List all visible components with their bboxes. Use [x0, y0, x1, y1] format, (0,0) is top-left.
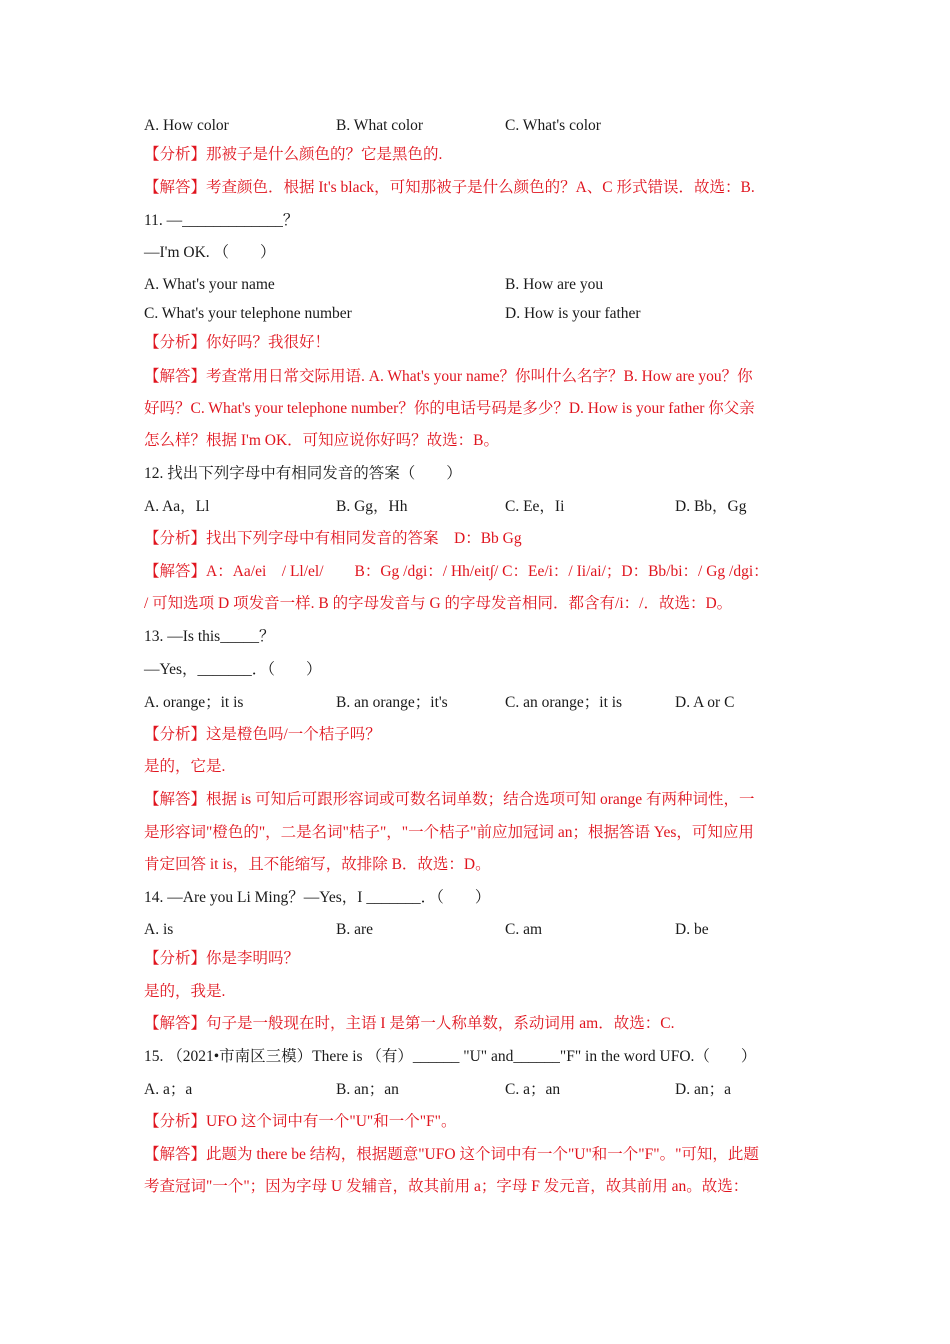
q13-answer-line: 【解答】根据 is 可知后可跟形容词或可数名词单数；结合选项可知 orange 有两种词性，一	[144, 791, 755, 808]
q14-answer: 【解答】句子是一般现在时，主语 I 是第一人称单数，系动词用 am．故选：C.	[144, 1015, 675, 1032]
q14-analysis-line: 【分析】你是李明吗？	[144, 950, 300, 967]
q14-option-b: B. are	[336, 921, 374, 938]
q11-option-a: A. What's your name	[144, 276, 275, 293]
q15-analysis: 【分析】UFO 这个词中有一个"U"和一个"F"。	[144, 1113, 457, 1130]
q10-option-b: B. What color	[336, 117, 424, 134]
q12-option-c: C. Ee，Ii	[505, 498, 565, 515]
q15-option-b: B. an；an	[336, 1081, 399, 1098]
q15-answer-line: 【解答】此题为 there be 结构，根据题意"UFO 这个词中有一个"U"和一个"F"。"可知，此题	[144, 1146, 759, 1163]
q12-option-d: D. Bb，Gg	[675, 498, 747, 515]
q15-option-d: D. an；a	[675, 1081, 731, 1098]
q14-option-a: A. is	[144, 921, 174, 938]
q15-answer-line: 考查冠词"一个"；因为字母 U 发辅音，故其前用 a；字母 F 发元音，故其前用 an。故选：	[144, 1178, 749, 1195]
q12-option-b: B. Gg，Hh	[336, 498, 408, 515]
q14-analysis-line: 是的，我是.	[144, 983, 226, 1000]
q13-option-b: B. an orange；it's	[336, 694, 448, 711]
q13-reply: —Yes，_______．（ ）	[144, 661, 322, 678]
q10-option-a: A. How color	[144, 117, 229, 134]
q11-option-d: D. How is your father	[505, 305, 641, 322]
q14-option-d: D. be	[675, 921, 709, 938]
q14-stem: 14. —Are you Li Ming？—Yes，I _______．（ ）	[144, 889, 491, 906]
q11-answer-line: 怎么样？根据 I'm OK．可知应说你好吗？故选：B。	[144, 432, 499, 449]
q13-answer-line: 肯定回答 it is，且不能缩写，故排除 B．故选：D。	[144, 856, 491, 873]
q13-answer-line: 是形容词"橙色的"，二是名词"桔子"，"一个桔子"前应加冠词 an；根据答语 Yes，可知应用	[144, 824, 754, 841]
q13-option-a: A. orange；it is	[144, 694, 244, 711]
q13-option-c: C. an orange；it is	[505, 694, 623, 711]
q12-option-a: A. Aa，Ll	[144, 498, 210, 515]
q11-reply: —I'm OK. （ ）	[144, 244, 276, 261]
q11-option-c: C. What's your telephone number	[144, 305, 352, 322]
q10-option-c: C. What's color	[505, 117, 601, 134]
q11-option-b: B. How are you	[505, 276, 604, 293]
q11-answer-line: 好吗？C. What's your telephone number？你的电话号码是多少？D. How is your father 你父亲	[144, 400, 755, 417]
q13-option-d: D. A or C	[675, 694, 735, 711]
q12-answer-line: 【解答】A：Aa/ei / Ll/el/ B：Gg /dgi：/ Hh/eit∫/ C：Ee/i：/ Ii/ai/；D：Bb/bi：/ Gg /dgi：	[144, 563, 769, 580]
q15-option-c: C. a；an	[505, 1081, 561, 1098]
q10-analysis: 【分析】那被子是什么颜色的？它是黑色的.	[144, 146, 443, 163]
q11-analysis: 【分析】你好吗？我很好！	[144, 334, 331, 351]
q13-stem: 13. —Is this_____？	[144, 628, 275, 645]
q12-stem: 12. 找出下列字母中有相同发音的答案（ ）	[144, 465, 462, 482]
q11-stem: 11. —_____________？	[144, 212, 299, 229]
q12-analysis: 【分析】找出下列字母中有相同发音的答案 D：Bb Gg	[144, 530, 522, 547]
q13-analysis-line: 【分析】这是橙色吗/一个桔子吗？	[144, 726, 381, 743]
q14-option-c: C. am	[505, 921, 543, 938]
q11-answer-line: 【解答】考查常用日常交际用语. A. What's your name？你叫什么名字？B. How are you？你	[144, 368, 753, 385]
q15-stem: 15. （2021•市南区三模）There is （有）______ "U" and______"F" in the word UFO.（ ）	[144, 1048, 757, 1065]
q13-analysis-line: 是的，它是.	[144, 758, 226, 775]
q10-answer: 【解答】考查颜色．根据 It's black，可知那被子是什么颜色的？A、C 形式错误．故选：B.	[144, 179, 755, 196]
q12-answer-line: / 可知选项 D 项发音一样. B 的字母发音与 G 的字母发音相同．都含有/i：/．故选：D。	[144, 595, 733, 612]
q15-option-a: A. a；a	[144, 1081, 193, 1098]
